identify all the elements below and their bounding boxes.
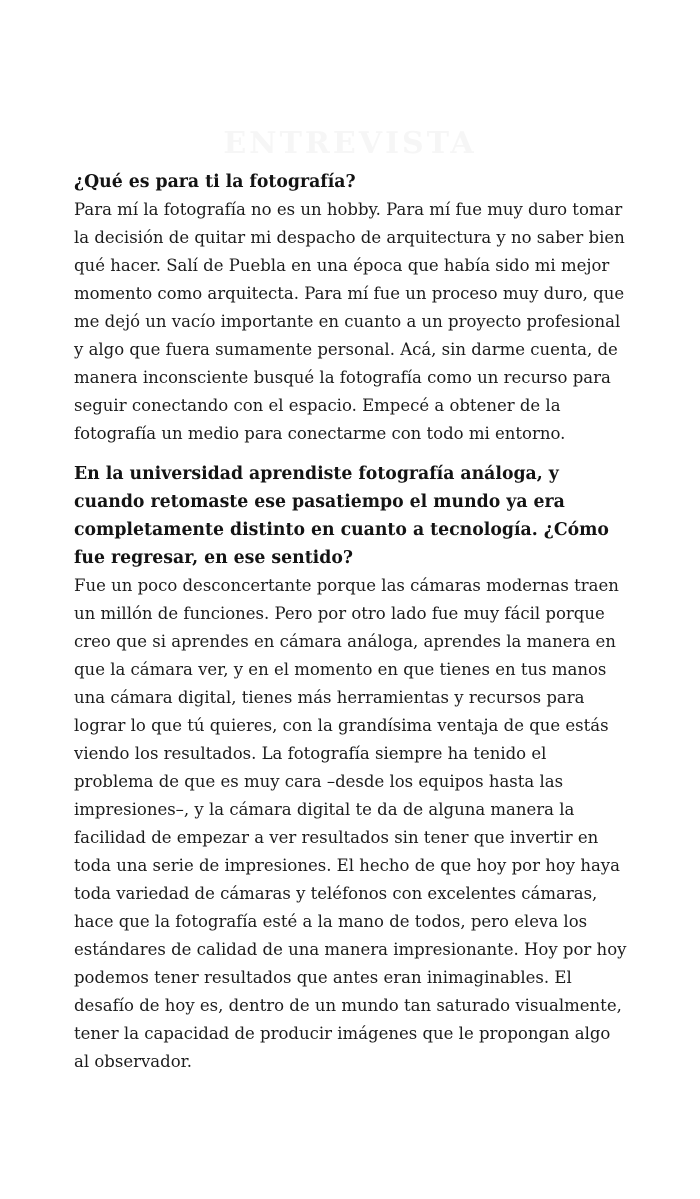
faded-heading-watermark: ENTREVISTA	[223, 126, 477, 161]
interview-answer: Para mí la fotografía no es un hobby. Para mí fue muy duro tomar la decisión de quitar mi despacho de arquitectura y no saber bien qué hacer. Salí de Puebla en una época que había sido mi mejor momento como arquitecta. Para mí fue un proceso muy duro, que me dejó un vacío importante en cuanto a un proyecto profesional y algo que fuera sumamente personal. Acá, sin darme cuenta, de manera inconsciente busqué la fotografía como un recurso para seguir conectando con el espacio. Empecé a obtener de la fotografía un medio para conectarme con todo mi entorno.	[74, 200, 625, 443]
qa-block	[74, 168, 630, 448]
interview-question: ¿Qué es para ti la fotografía?	[74, 172, 356, 192]
interview-article	[74, 168, 630, 1076]
interview-answer: Fue un poco desconcertante porque las cámaras modernas traen un millón de funciones. Pero por otro lado fue muy fácil porque creo que si aprendes en cámara análoga, aprendes la manera en que la cámara ver, y en el momento en que tienes en tus manos una cámara digital, tienes más herramientas y recursos para lograr lo que tú quieres, con la grandísima ventaja de que estás viendo los resultados. La fotografía siempre ha tenido el problema de que es muy cara –desde los equipos hasta las impresiones–, y la cámara digital te da de alguna manera la facilidad de empezar a ver resultados sin tener que invertir en toda una serie de impresiones. El hecho de que hoy por hoy haya toda variedad de cámaras y teléfonos con excelentes cámaras, hace que la fotografía esté a la mano de todos, pero eleva los estándares de calidad de una manera impresionante. Hoy por hoy podemos tener resultados que antes eran inimaginables. El desafío de hoy es, dentro de un mundo tan saturado visualmente, tener la capacidad de producir imágenes que le propongan algo al observador.	[74, 576, 627, 1071]
qa-block	[74, 460, 630, 1076]
interview-question: En la universidad aprendiste fotografía análoga, y cuando retomaste ese pasatiempo el mundo ya era completamente distinto en cuanto a tecnología. ¿Cómo fue regresar, en ese sentido?	[74, 464, 609, 568]
